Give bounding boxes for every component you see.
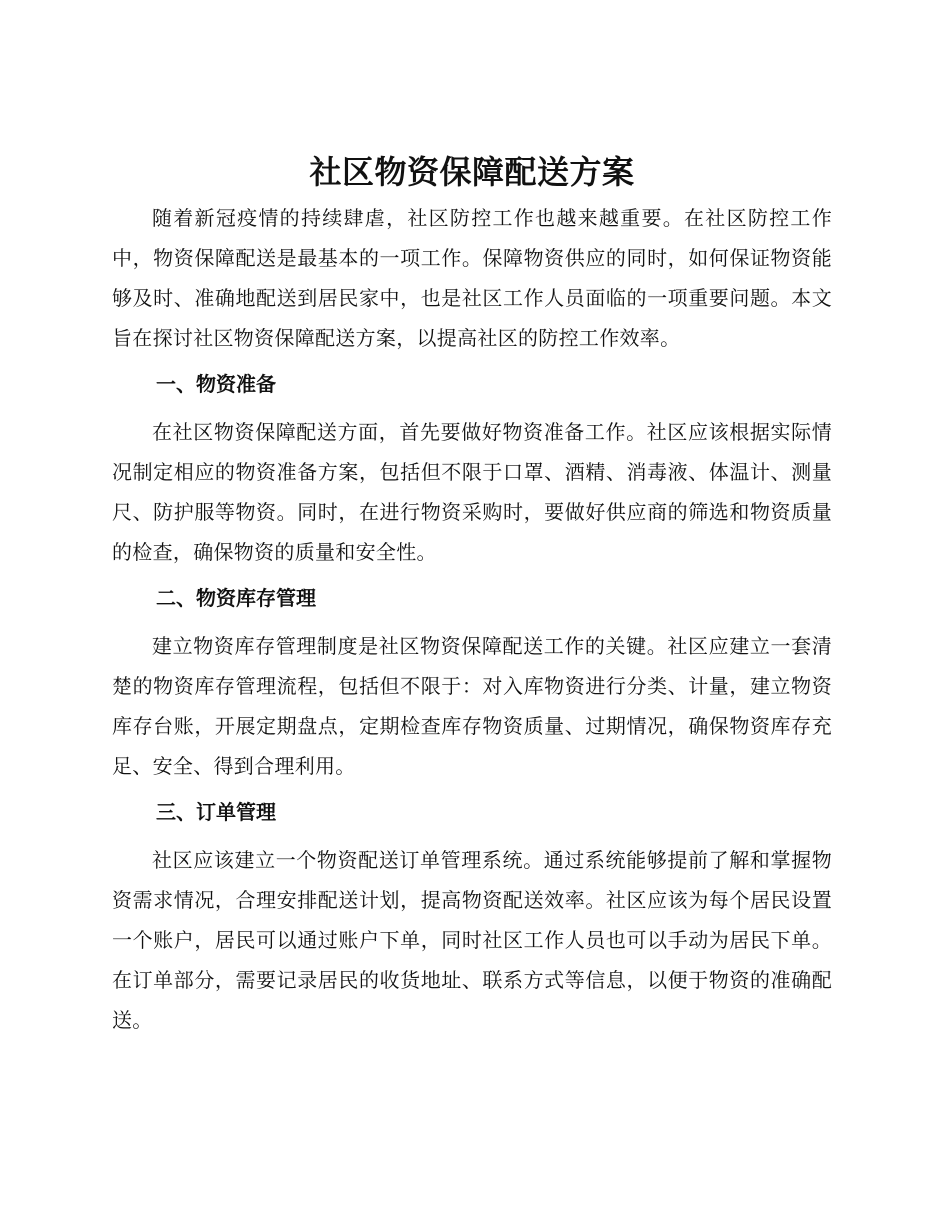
section-heading-order-management: 三、订单管理 (156, 800, 276, 824)
intro-paragraph: 随着新冠疫情的持续肆虐，社区防控工作也越来越重要。在社区防控工作中，物资保障配送是最基本的一项工作。保障物资供应的同时，如何保证物资能够及时、准确地配送到居民家中，也是社区工作人员面临的一项重要问题。本文旨在探讨社区物资保障配送方案，以提高社区的防控工作效率。 (112, 206, 832, 350)
document-title: 社区物资保障配送方案 (309, 153, 635, 191)
document-page (112, 150, 832, 1040)
section-body-order-management: 社区应该建立一个物资配送订单管理系统。通过系统能够提前了解和掌握物资需求情况，合理安排配送计划，提高物资配送效率。社区应该为每个居民设置一个账户，居民可以通过账户下单，同时社区工作人员也可以手动为居民下单。在订单部分，需要记录居民的收货地址、联系方式等信息，以便于物资的准确配送。 (112, 848, 832, 1032)
section-body-inventory-management: 建立物资库存管理制度是社区物资保障配送工作的关键。社区应建立一套清楚的物资库存管理流程，包括但不限于：对入库物资进行分类、计量，建立物资库存台账，开展定期盘点，定期检查库存物资质量、过期情况，确保物资库存充足、安全、得到合理利用。 (112, 634, 832, 778)
section-heading-inventory-management: 二、物资库存管理 (156, 586, 316, 610)
section-body-materials-preparation: 在社区物资保障配送方面，首先要做好物资准备工作。社区应该根据实际情况制定相应的物资准备方案，包括但不限于口罩、酒精、消毒液、体温计、测量尺、防护服等物资。同时，在进行物资采购时，要做好供应商的筛选和物资质量的检查，确保物资的质量和安全性。 (112, 420, 832, 564)
section-heading-materials-preparation: 一、物资准备 (156, 372, 276, 396)
